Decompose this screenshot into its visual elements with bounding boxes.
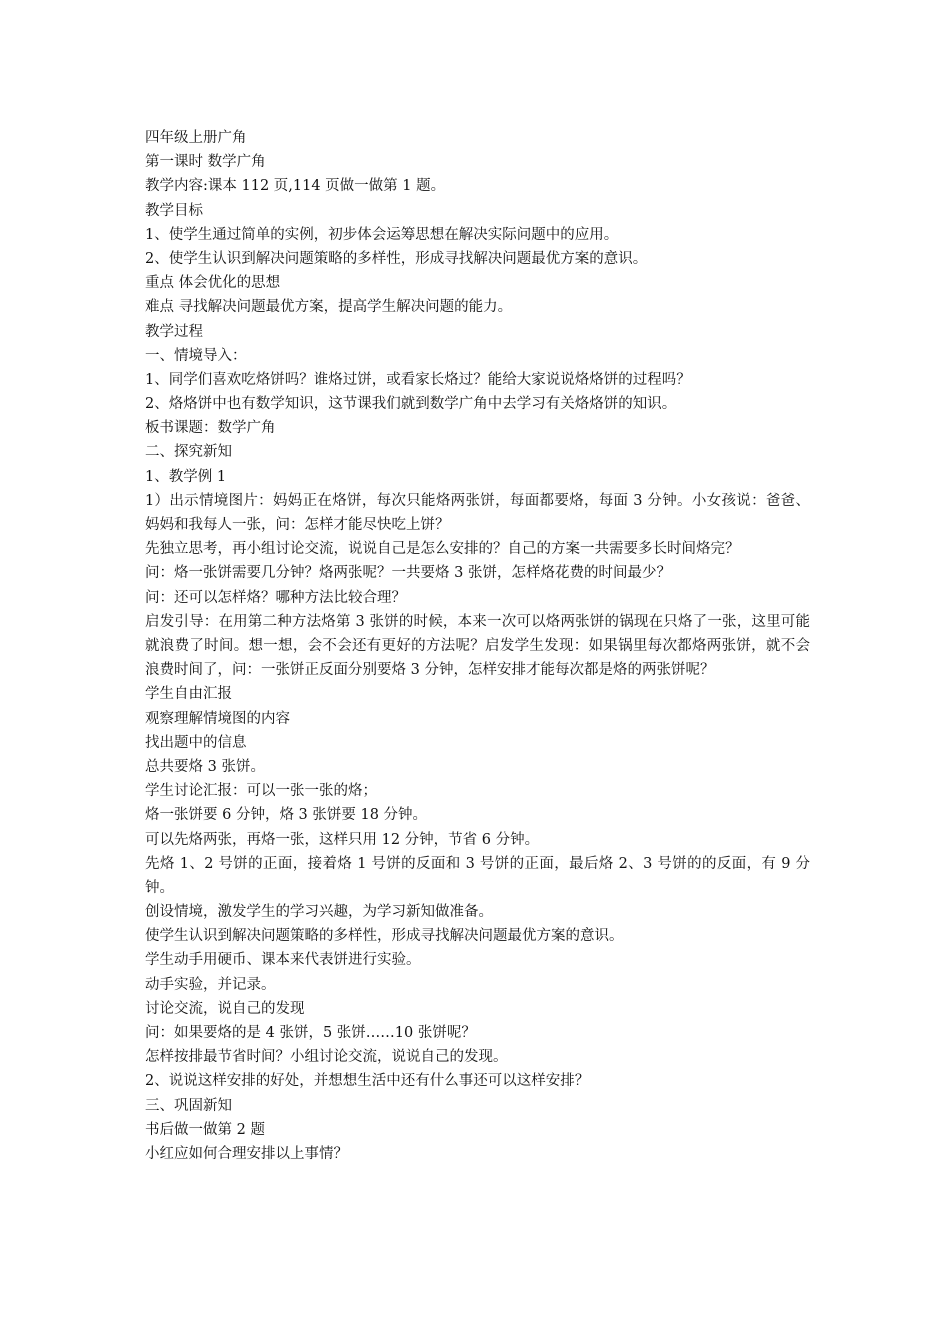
text-line: 找出题中的信息: [145, 734, 247, 751]
text-line: 学生动手用硬币、课本来代表饼进行实验。: [145, 952, 421, 969]
text-line: 小红应如何合理安排以上事情？: [145, 1145, 348, 1162]
section-heading-explore: 二、探究新知: [145, 444, 232, 461]
text-line: 烙一张饼要 6 分钟，烙 3 张饼要 18 分钟。: [145, 807, 428, 824]
teaching-content: 教学内容:课本 112 页,114 页做一做第 1 题。: [145, 178, 446, 195]
doc-title: 四年级上册广角: [145, 130, 247, 146]
goal-1: 1、使学生通过简单的实例，初步体会运筹思想在解决实际问题中的应用。: [145, 226, 619, 243]
text-line: 讨论交流，说自己的发现: [145, 1000, 305, 1017]
paragraph-scenario: 1）出示情境图片：妈妈正在烙饼，每次只能烙两张饼，每面都要烙，每面 3 分钟。小女孩说：爸爸、妈妈和我每人一张，问：怎样才能尽快吃上饼？: [145, 492, 810, 534]
text-line: 2、说说这样安排的好处，并想想生活中还有什么事还可以这样安排？: [145, 1073, 590, 1090]
intro-item-1: 1、同学们喜欢吃烙饼吗？谁烙过饼，或看家长烙过？能给大家说说烙烙饼的过程吗？: [145, 371, 691, 388]
text-line: 问：还可以怎样烙？哪种方法比较合理？: [145, 589, 406, 606]
text-line: 动手实验，并记录。: [145, 976, 276, 993]
example-1-heading: 1、教学例 1: [145, 468, 227, 485]
text-line: 问：如果要烙的是 4 张饼，5 张饼……10 张饼呢？: [145, 1025, 476, 1042]
lesson-title: 第一课时 数学广角: [145, 154, 266, 171]
text-line: 先独立思考，再小组讨论交流，说说自己是怎么安排的？自己的方案一共需要多长时间烙完？: [145, 541, 740, 558]
text-line: 问：烙一张饼需要几分钟？烙两张呢？一共要烙 3 张饼，怎样烙花费的时间最少？: [145, 565, 671, 582]
text-line: 学生自由汇报: [145, 686, 232, 703]
section-heading-consolidate: 三、巩固新知: [145, 1097, 232, 1114]
text-line: 观察理解情境图的内容: [145, 710, 290, 727]
intro-item-2: 2、烙烙饼中也有数学知识，这节课我们就到数学广角中去学习有关烙烙饼的知识。: [145, 396, 677, 413]
goal-2: 2、使学生认识到解决问题策略的多样性，形成寻找解决问题最优方案的意识。: [145, 250, 648, 267]
text-line: 创设情境，激发学生的学习兴趣，为学习新知做准备。: [145, 904, 493, 921]
paragraph-method: 先烙 1、2 号饼的正面，接着烙 1 号饼的反面和 3 号饼的正面，最后烙 2、3 号饼的的反面，有 9 分钟。: [145, 855, 810, 896]
text-line: 可以先烙两张，再烙一张，这样只用 12 分钟，节省 6 分钟。: [145, 831, 540, 848]
text-line: 总共要烙 3 张饼。: [145, 758, 265, 775]
text-line: 书后做一做第 2 题: [145, 1121, 265, 1138]
section-heading-goals: 教学目标: [145, 202, 203, 219]
text-line: 怎样按排最节省时间？小组讨论交流，说说自己的发现。: [145, 1049, 508, 1066]
section-heading-process: 教学过程: [145, 323, 203, 340]
board-title: 板书课题：数学广角: [145, 420, 276, 437]
paragraph-guidance: 启发引导：在用第二种方法烙第 3 张饼的时候，本来一次可以烙两张饼的锅现在只烙了一张，这里可能就浪费了时间。想一想，会不会还有更好的方法呢？启发学生发现：如果锅里每次都烙两张饼，就不会浪费时间了，问：一张饼正反面分别要烙 3 分钟，怎样安排才能每次都是烙的两张饼呢？: [145, 613, 810, 679]
section-heading-intro: 一、情境导入：: [145, 347, 247, 364]
text-line: 学生讨论汇报：可以一张一张的烙；: [145, 783, 377, 800]
difficult-point: 难点 寻找解决问题最优方案，提高学生解决问题的能力。: [145, 299, 513, 316]
key-point: 重点 体会优化的思想: [145, 275, 281, 292]
text-line: 使学生认识到解决问题策略的多样性，形成寻找解决问题最优方案的意识。: [145, 928, 624, 945]
document-page: [145, 126, 810, 1166]
